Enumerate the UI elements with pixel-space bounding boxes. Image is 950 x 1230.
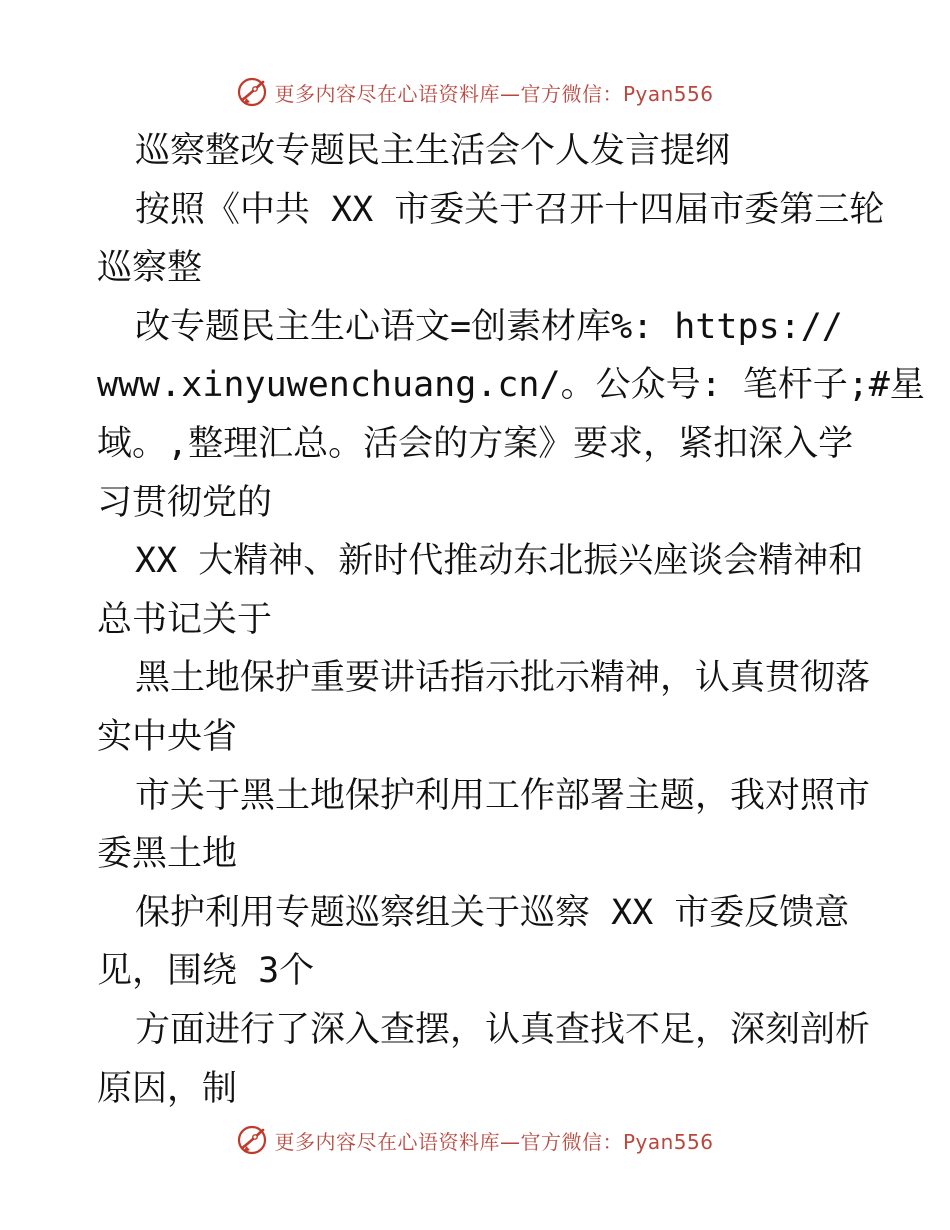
document-title-line: 巡察整改专题民主生活会个人发言提纲 [135, 131, 731, 171]
paragraph-line: 习贯彻党的 [97, 482, 273, 523]
paragraph-line: 原因，制 [97, 1068, 238, 1109]
paragraph-line: 黑土地保护重要讲话指示批示精神，认真贯彻落 [135, 658, 871, 699]
paragraph-line: XX 大精神、新时代推动东北振兴座谈会精神和 [135, 541, 864, 582]
paragraph-line: 委黑土地 [97, 834, 238, 875]
footer-banner-inner [236, 1124, 713, 1156]
paragraph-line: 按照《中共 XX 市委关于召开十四届市委第三轮 [135, 189, 885, 230]
paragraph-line: 总书记关于 [97, 599, 273, 640]
pen-nib-logo-icon [236, 1124, 268, 1156]
document-body [97, 122, 925, 1118]
paragraph-line: 域。,整理汇总。活会的方案》要求，紧扣深入学 [97, 423, 854, 464]
header-banner-inner [236, 76, 713, 108]
paragraph-line: 市关于黑土地保护利用工作部署主题，我对照市 [135, 775, 871, 816]
paragraph-line: 巡察整 [97, 248, 203, 289]
paragraph-line: 保护利用专题巡察组关于巡察 XX 市委反馈意 [135, 892, 850, 933]
footer-banner[interactable] [0, 1120, 950, 1160]
paragraph-line: 改专题民主生心语文=创素材库%: https:// [135, 306, 843, 347]
paragraph-line: 实中央省 [97, 716, 238, 757]
paragraph-line: 见，围绕 3个 [97, 951, 315, 992]
paragraph-line: 方面进行了深入查摆，认真查找不足，深刻剖析 [135, 1009, 871, 1050]
header-banner[interactable] [0, 72, 950, 112]
paragraph-line: www.xinyuwenchuang.cn/。公众号: 笔杆子;#星 [97, 365, 925, 406]
pen-nib-logo-icon [236, 76, 268, 108]
footer-banner-text: 更多内容尽在心语资料库—官方微信：Pyan556 [274, 1129, 714, 1154]
header-banner-text: 更多内容尽在心语资料库—官方微信：Pyan556 [274, 81, 714, 106]
